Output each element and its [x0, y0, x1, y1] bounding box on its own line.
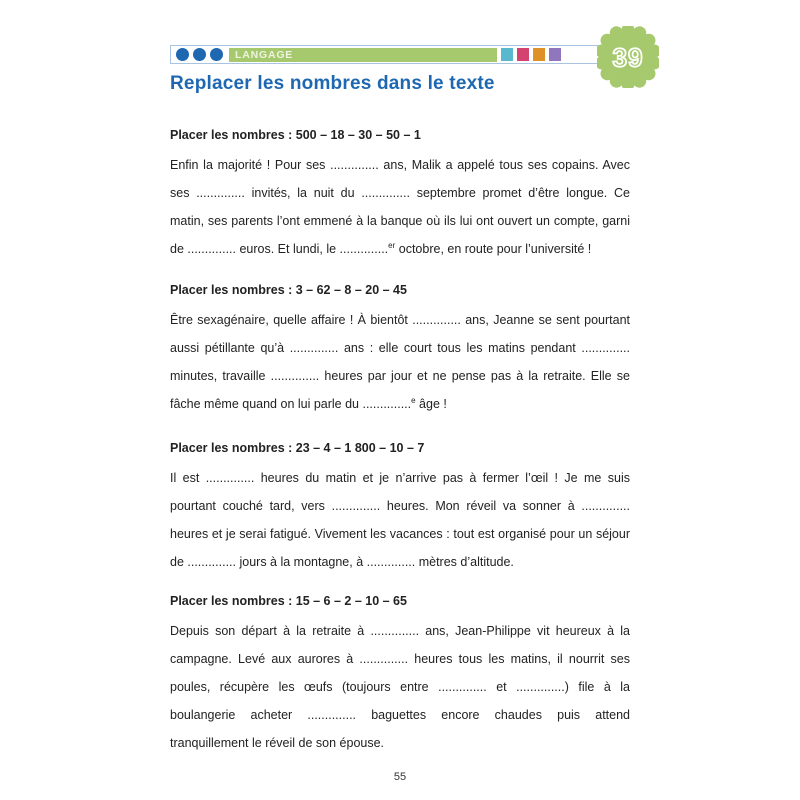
exercise-number-badge — [597, 26, 659, 88]
exercise-block-4 — [170, 592, 630, 757]
exercise-instruction: Placer les nombres : 15 – 6 – 2 – 10 – 65 — [170, 594, 407, 608]
scalloped-seal-icon — [597, 26, 659, 88]
exercise-instruction: Placer les nombres : 23 – 4 – 1 800 – 10 – 7 — [170, 441, 425, 455]
exercise-block-2 — [170, 281, 630, 418]
page-number: 55 — [393, 771, 407, 783]
page-content — [170, 0, 644, 800]
exercise-instruction: Placer les nombres : 500 – 18 – 30 – 50 – 1 — [170, 128, 421, 142]
decoration-square-pink — [517, 48, 529, 61]
exercise-text: Depuis son départ à la retraite à .............. ans, Jean-Philippe vit heureux à la campagne. Levé aux aurores à .............. heures tous les matins, il nourrit ses poules, récupère les œufs (toujours entre .............. et ..............) file à la boulangerie acheter .............. baguettes encore chaudes puis attend tranquillement le réveil de son épouse. — [170, 624, 630, 750]
exercise-number: 39 — [612, 42, 644, 73]
exercise-instruction: Placer les nombres : 3 – 62 – 8 – 20 – 45 — [170, 283, 407, 297]
exercise-block-3 — [170, 439, 630, 576]
exercise-text: Il est .............. heures du matin et je n’arrive pas à fermer l’œil ! Je me suis pourtant couché tard, vers .............. heures. Mon réveil va sonner à .............. heures et je serai fatigué. Vivement les vacances : tout est organisé pour un séjour de .............. jours à la montagne, à .............. mètres d’altitude. — [170, 471, 630, 569]
exercise-block-1 — [170, 126, 630, 263]
decoration-square-purple — [549, 48, 561, 61]
category-bar — [170, 45, 628, 64]
page-title: Replacer les nombres dans le texte — [170, 73, 495, 94]
exercise-text: Être sexagénaire, quelle affaire ! À bientôt .............. ans, Jeanne se sent pourtant aussi pétillante qu’à .............. ans : elle court tous les matins pendant .............. minutes, travaille .............. heures par jour et ne pense pas à la retraite. Elle se fâche même quand on lui parle du ..............$^e$ âge ! — [170, 313, 630, 411]
bullet-dot-icon — [193, 48, 206, 61]
bullet-dot-icon — [176, 48, 189, 61]
category-label: LANGAGE — [229, 48, 497, 62]
decoration-square-teal — [501, 48, 513, 61]
exercise-text: Enfin la majorité ! Pour ses .............. ans, Malik a appelé tous ses copains. Avec ses .............. invités, la nuit du .............. septembre promet d’être longue. Ce matin, ses parents l’ont emmené à la banque où ils lui ont ouvert un compte, garni de .............. euros. Et lundi, le ..............$^{er}$ octobre, en route pour l’université ! — [170, 158, 630, 256]
decoration-square-orange — [533, 48, 545, 61]
bullet-dot-icon — [210, 48, 223, 61]
